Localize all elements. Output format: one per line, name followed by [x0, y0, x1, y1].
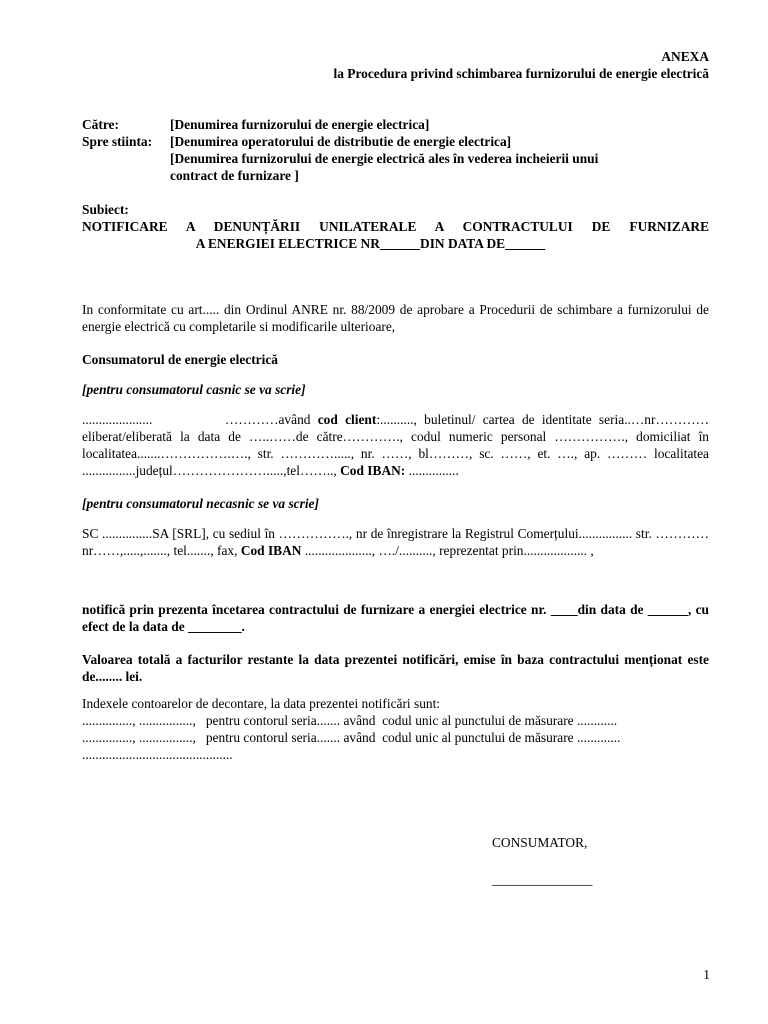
necasnic-cod-iban: Cod IBAN — [240, 543, 302, 558]
casnic-text-3: ............... — [405, 463, 459, 478]
outstanding-value-paragraph: Valoarea totală a facturilor restante la data prezentei notificări, emise în baza contractului menționat este de........ lei. — [82, 652, 709, 684]
indexes-line-3: ............................................. — [82, 747, 233, 762]
annex-title: ANEXA — [661, 49, 709, 64]
casnic-heading: [pentru consumatorul casnic se va scrie] — [82, 382, 306, 397]
subject-line-1: NOTIFICARE A DENUNȚĂRII UNILATERALE A CONTRACTULUI DE FURNIZARE — [82, 219, 709, 234]
indexes-line-2: ..............., ................, pentru contorul seria....... având codul unic al punctului de măsurare ............. — [82, 730, 621, 745]
spre-stiinta-label: Spre stiinta: — [82, 134, 153, 149]
recipient-catre — [82, 116, 709, 133]
casnic-cod-iban: Cod IBAN: — [340, 463, 406, 478]
casnic-paragraph — [82, 411, 709, 479]
casnic-text-2: :.........., buletinul/ cartea de identitate seria..…nr…………eliberat/eliberată la data de …..……de către…………., codul numeric personal ……………., domiciliat în localitatea.......…………….…., str. …………....., nr. ……, bl………, sc. ……, et. …., ap. ……… localitatea ................județul………………….....,tel…….., — [82, 412, 710, 478]
casnic-cod-client: cod client — [317, 412, 377, 427]
spre-stiinta-value-2b: contract de furnizare ] — [170, 168, 299, 183]
signature-line: _______________ — [492, 872, 593, 887]
necasnic-heading: [pentru consumatorul necasnic se va scrie] — [82, 496, 319, 511]
casnic-text-1: ..................... …………având — [82, 412, 318, 427]
indexes-line-1: ..............., ................, pentru contorul seria....... având codul unic al punctului de măsurare ............ — [82, 713, 618, 728]
indexes-intro: Indexele contoarelor de decontare, la data prezentei notificări sunt: — [82, 696, 441, 711]
spre-stiinta-value: [Denumirea operatorului de distributie de energie electrica] — [170, 134, 512, 149]
subject-label: Subiect: — [82, 202, 129, 217]
consumer-heading: Consumatorul de energie electrică — [82, 352, 278, 367]
annex-subtitle: la Procedura privind schimbarea furnizorului de energie electrică — [333, 66, 709, 81]
catre-label: Către: — [82, 117, 119, 132]
document-page — [82, 48, 709, 763]
page-number: 1 — [703, 967, 710, 982]
signature-block — [492, 834, 592, 888]
necasnic-text-2: ...................., …./.........., reprezentat prin................... , — [301, 543, 594, 558]
subject-line-2: A ENERGIEI ELECTRICE NR______DIN DATA DE______ — [195, 236, 546, 251]
spre-stiinta-value-2: [Denumirea furnizorului de energie electrică ales în vederea incheierii unui — [170, 151, 599, 166]
necasnic-paragraph — [82, 525, 709, 559]
catre-value: [Denumirea furnizorului de energie electrica] — [170, 117, 430, 132]
necasnic-text-1: SC ...............SA [SRL], cu sediul în ……………., nr de înregistrare la Registrul Comerțului................ str. …………nr……,.....,......., tel......., fax, — [82, 526, 709, 558]
intro-paragraph: In conformitate cu art..... din Ordinul ANRE nr. 88/2009 de aprobare a Procedurii de schimbare a furnizorului de energie electrică cu completarile si modificarile ulterioare, — [82, 302, 709, 334]
recipient-spre-stiinta — [82, 133, 709, 150]
signature-label: CONSUMATOR, — [492, 835, 588, 850]
notice-paragraph: notifică prin prezenta încetarea contractului de furnizare a energiei electrice nr. ____din data de ______, cu efect de la data de ________. — [82, 602, 709, 634]
